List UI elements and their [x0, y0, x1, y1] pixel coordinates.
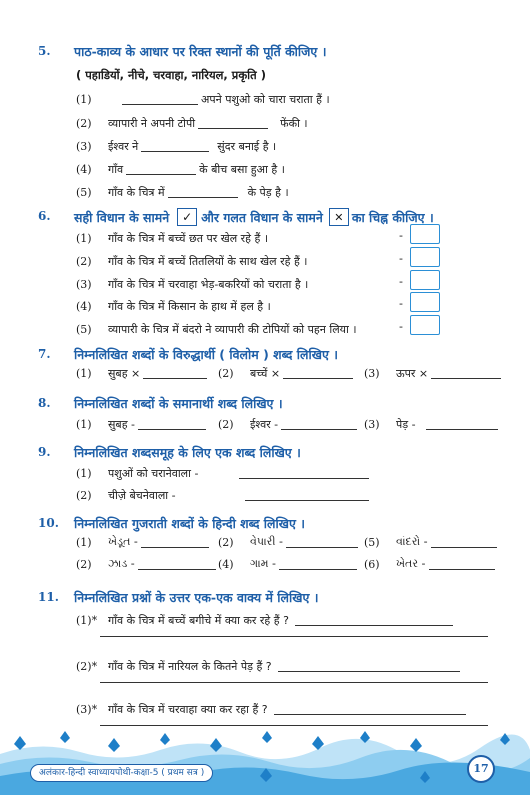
q9-item-1 [76, 466, 372, 481]
item-number: (2) [76, 255, 92, 268]
item-number: (5) [364, 535, 380, 549]
cross-icon [329, 208, 349, 226]
item-number: (1) [76, 418, 92, 431]
answer-blank[interactable] [286, 537, 358, 548]
answer-blank[interactable] [138, 419, 206, 430]
answer-line[interactable] [100, 636, 488, 637]
answer-blank[interactable] [126, 164, 196, 175]
q8-title: निम्नलिखित शब्दों के समानार्थी शब्द लिखिए । [74, 396, 283, 411]
q6-title-part-1: सही विधान के सामने [74, 209, 170, 225]
item-text: गाँव [108, 163, 124, 176]
q11-item-3 [76, 702, 469, 717]
item-text-end: के पेड़ है । [247, 186, 289, 199]
q9-title: निम्नलिखित शब्दसमूह के लिए एक शब्द लिखिए । [74, 445, 301, 460]
q11-number: 11. [38, 590, 59, 604]
answer-box-4[interactable] [410, 292, 440, 312]
item-number: (4) [218, 557, 234, 571]
item-word: ગામ - [250, 557, 276, 570]
answer-blank[interactable] [245, 490, 369, 501]
item-number: (4) [76, 163, 92, 176]
q6-title [74, 208, 434, 226]
q10-item-4 [76, 557, 219, 571]
answer-box-5[interactable] [410, 315, 440, 335]
item-number: (3) [364, 367, 380, 380]
item-number: (1) [76, 232, 92, 245]
item-text: गाँव के चित्र में नारियल के कितने पेड़ हैं ? [108, 660, 272, 673]
q5-number: 5. [38, 44, 51, 58]
q11-item-1 [76, 613, 456, 628]
item-text: गाँव के चित्र में [108, 186, 165, 199]
item-text-end: फेंकी । [280, 117, 308, 130]
item-number: (2)* [76, 660, 98, 673]
q6-item-3 [76, 277, 308, 292]
q5-item-3 [76, 139, 276, 154]
item-number: (1)* [76, 614, 98, 627]
item-number: (2) [76, 557, 92, 571]
item-text: गाँव के चित्र में चरवाहा भेड़-बकरियों को चराता है । [108, 278, 309, 291]
item-number: (5) [76, 186, 92, 199]
answer-blank[interactable] [429, 559, 495, 570]
q10-item-1 [76, 535, 212, 549]
check-icon [177, 208, 197, 226]
item-text: ईश्वर ने [108, 140, 139, 153]
q8-item-3 [364, 417, 501, 432]
q6-item-4 [76, 299, 271, 314]
q5-item-4 [76, 162, 285, 177]
q7-number: 7. [38, 347, 51, 361]
answer-blank[interactable] [168, 187, 238, 198]
q11-item-2 [76, 659, 463, 674]
q11-title: निम्नलिखित प्रश्नों के उत्तर एक-एक वाक्य में लिखिए । [74, 590, 319, 605]
item-word: चीज़े बेचनेवाला - [108, 489, 176, 502]
item-text: गाँव के चित्र में चरवाहा क्या कर रहा हैं ? [108, 703, 268, 716]
item-number: (2) [76, 489, 92, 502]
q9-item-2 [76, 488, 372, 503]
item-text: व्यापारी के चित्र में बंदरो ने व्यापारी की टोपियों को पहन लिया । [108, 323, 357, 336]
q10-item-2 [218, 535, 361, 549]
item-number: (3) [364, 418, 380, 431]
item-number: (2) [218, 418, 234, 431]
q10-item-5 [218, 557, 360, 571]
q5-item-5 [76, 185, 289, 200]
answer-box-2[interactable] [410, 247, 440, 267]
item-word: पशुओं को चरानेवाला - [108, 467, 199, 480]
q6-title-part-3: का चिह्न कीजिए । [351, 209, 434, 225]
item-text-end: के बीच बसा हुआ है । [199, 163, 285, 176]
footer-wave-decoration [0, 726, 530, 795]
item-word: વાંદરો - [396, 535, 428, 548]
q6-item-5 [76, 322, 357, 337]
check-glyph: ✓ [182, 210, 193, 224]
item-word: ખેતર - [396, 557, 426, 570]
answer-blank[interactable] [281, 419, 357, 430]
q5-title: पाठ-काव्य के आधार पर रिक्त स्थानों की पूर्ति कीजिए । [74, 44, 327, 59]
item-number: (1) [76, 535, 92, 549]
q6-item-1 [76, 231, 268, 246]
item-number: (2) [76, 117, 92, 130]
item-word: सुबह × [108, 367, 141, 380]
answer-box-3[interactable] [410, 270, 440, 290]
item-text: अपने पशुओ को चारा चराता हैं । [201, 93, 330, 106]
item-number: (6) [364, 557, 380, 571]
book-title-label: अलंकार-हिन्दी स्वाध्यायपोथी-कक्षा-5 ( प्रथम सत्र ) [30, 764, 213, 782]
answer-blank[interactable] [143, 368, 207, 379]
q10-item-3 [364, 535, 500, 549]
q8-item-1 [76, 417, 209, 432]
answer-blank[interactable] [295, 615, 453, 626]
item-number: (3)* [76, 703, 98, 716]
q8-item-2 [218, 417, 360, 432]
q6-title-part-2: और गलत विधान के सामने [201, 209, 323, 225]
answer-blank[interactable] [274, 704, 466, 715]
q5-item-2 [76, 116, 308, 131]
item-text: गाँव के चित्र में किसान के हाथ में हल है । [108, 300, 271, 313]
answer-blank[interactable] [239, 468, 369, 479]
answer-blank[interactable] [426, 419, 498, 430]
answer-blank[interactable] [279, 559, 357, 570]
q5-item-1 [76, 92, 330, 107]
item-number: (1) [76, 367, 92, 380]
q7-item-3 [364, 366, 504, 381]
q10-number: 10. [38, 516, 59, 530]
q9-number: 9. [38, 445, 51, 459]
item-text: व्यापारी ने अपनी टोपी [108, 117, 196, 130]
answer-blank[interactable] [138, 559, 216, 570]
answer-blank[interactable] [283, 368, 353, 379]
dash-2: - [399, 252, 403, 265]
item-text-end: सुंदर बनाई है । [217, 140, 277, 153]
answer-box-1[interactable] [410, 224, 440, 244]
q10-title: निम्नलिखित गुजराती शब्दों के हिन्दी शब्द लिखिए । [74, 516, 305, 531]
item-number: (3) [76, 140, 92, 153]
item-word: ऊपर × [396, 367, 429, 380]
item-number: (2) [218, 367, 234, 380]
dash-1: - [399, 229, 403, 242]
answer-blank[interactable] [431, 368, 501, 379]
item-word: सुबह - [108, 418, 136, 431]
answer-line[interactable] [100, 682, 488, 683]
q8-number: 8. [38, 396, 51, 410]
page-number: 17 [467, 755, 495, 783]
item-number: (5) [76, 323, 92, 336]
item-number: (1) [76, 467, 92, 480]
item-text: गाँव के चित्र में बच्चें बगीचे में क्या कर रहे हैं ? [108, 614, 289, 627]
item-text: गाँव के चित्र में बच्चें तितलियों के साथ खेल रहे हैं । [108, 255, 308, 268]
q10-item-6 [364, 557, 498, 571]
item-word: ईश्वर - [250, 418, 279, 431]
answer-blank[interactable] [122, 94, 198, 105]
q5-word-list: ( पहाडियों, नीचे, चरवाहा, नारियल, प्रकृति ) [76, 68, 266, 82]
answer-blank[interactable] [141, 537, 209, 548]
answer-blank[interactable] [431, 537, 497, 548]
q6-number: 6. [38, 209, 51, 223]
item-number: (1) [76, 93, 92, 106]
wave-graphic [0, 726, 530, 795]
answer-blank[interactable] [141, 141, 209, 152]
item-word: વેપારી - [250, 535, 283, 548]
answer-blank[interactable] [198, 118, 268, 129]
dash-3: - [399, 275, 403, 288]
item-word: ખેડૂત - [108, 535, 138, 548]
item-number: (4) [76, 300, 92, 313]
item-text: गाँव के चित्र में बच्चें छत पर खेल रहे हैं । [108, 232, 269, 245]
item-number: (3) [76, 278, 92, 291]
item-word: ઝાડ - [108, 557, 135, 570]
answer-blank[interactable] [278, 661, 460, 672]
dash-4: - [399, 297, 403, 310]
item-number: (2) [218, 535, 234, 549]
item-word: पेड़ - [396, 418, 416, 431]
q7-item-1 [76, 366, 210, 381]
q6-item-2 [76, 254, 307, 269]
cross-glyph: ✕ [334, 210, 344, 224]
q7-title: निम्नलिखित शब्दों के विरुद्धार्थी ( विलोम ) शब्द लिखिए । [74, 347, 338, 362]
dash-5: - [399, 320, 403, 333]
item-word: बच्चें × [250, 367, 281, 380]
q7-item-2 [218, 366, 356, 381]
